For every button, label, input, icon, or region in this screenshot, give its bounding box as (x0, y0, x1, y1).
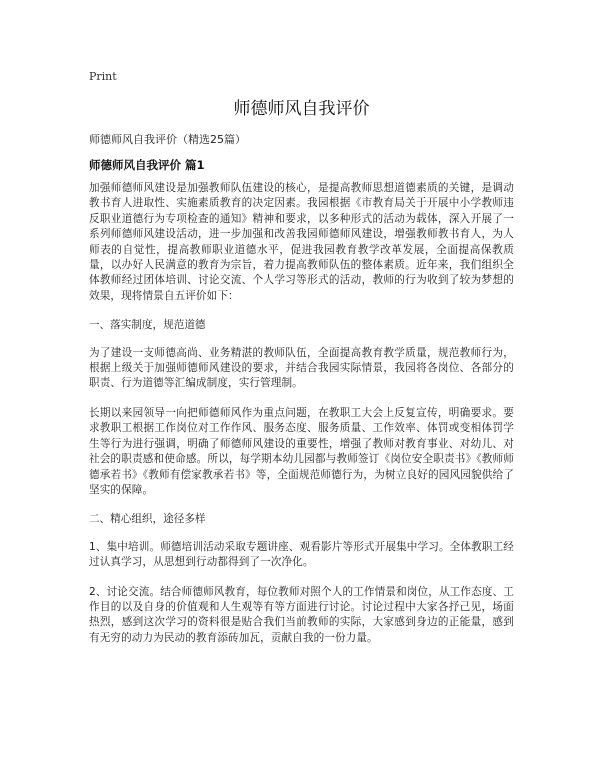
document-title: 师德师风自我评价 (233, 99, 370, 119)
subheading-implement-system: 一、落实制度，规范道德 (89, 319, 206, 332)
subheading-organize: 二、精心组织，途径多样 (89, 513, 206, 526)
paragraph-leadership: 长期以来园领导一向把师德师风作为重点问题，在教职工大会上反复宣传，明确要求。要求教职工根据工作岗位对工作作风、服务态度、服务质量、工作效率、体罚或变相体罚学生等行为进行强调，明确了师德师风建设的重要性，增强了教师对教育事业、对幼儿、对社会的职责感和使命感。所以，每学期本幼儿园都与教师签订《岗位安全职责书》《教师师德承若书》《教师有偿家教承若书》等，全面规范师德行为，为树立良好的园风园貌供给了坚实的保障。 (89, 406, 514, 496)
paragraph-intro: 加强师德师风建设是加强教师队伍建设的核心，是提高教师思想道德素质的关键，是调动教书育人进取性、实施素质教育的决定因素。我园根据《市教育局关于开展中小学教师违反职业道德行为专项检查的通知》精神和要求，以多种形式的活动为载体，深入开展了一系列师德师风建设活动，进一步加强和改善我园师德师风建设，增强教师教书育人，为人师表的自觉性，提高教师职业道德水平，促进我园教育教学改革发展，全面提高保教质量，以办好人民满意的教育为宗旨，着力提高教师队伍的整体素质。近年来，我们组织全体教师经过团体培训、讨论交流、个人学习等形式的活动，教师的行为收到了较为梦想的效果，现将情景自五评价如下： (89, 182, 514, 302)
section-heading: 师德师风自我评价 篇1 (89, 158, 205, 172)
paragraph-system: 为了建设一支师德高尚、业务精湛的教师队伍，全面提高教育教学质量，规范教师行为，根据上级关于加强师德师风建设的要求，并结合我园实际情景，我园将各岗位、各部分的职责、行为道德等汇编成制度，实行管理制。 (89, 346, 514, 390)
paragraph-discussion: 2、讨论交流。结合师德师风教育，每位教师对照个人的工作情景和岗位，从工作态度、工作目的以及自身的价值观和人生观等有等方面进行讨论。讨论过程中大家各抒己见，场面热烈，感到这次学习的资料很是贴合我们当前教师的实际，大家感到身边的正能量，感到有无穷的动力为民动的教育添砖加瓦，贡献自我的一份力量。 (89, 585, 514, 644)
print-label: Print (89, 70, 117, 83)
document-subtitle: 师德师风自我评价（精选25篇） (89, 133, 246, 146)
paragraph-training: 1、集中培训。师德培训活动采取专题讲座、观看影片等形式开展集中学习。全体教职工经过认真学习，从思想到行动都得到了一次净化。 (89, 540, 514, 569)
